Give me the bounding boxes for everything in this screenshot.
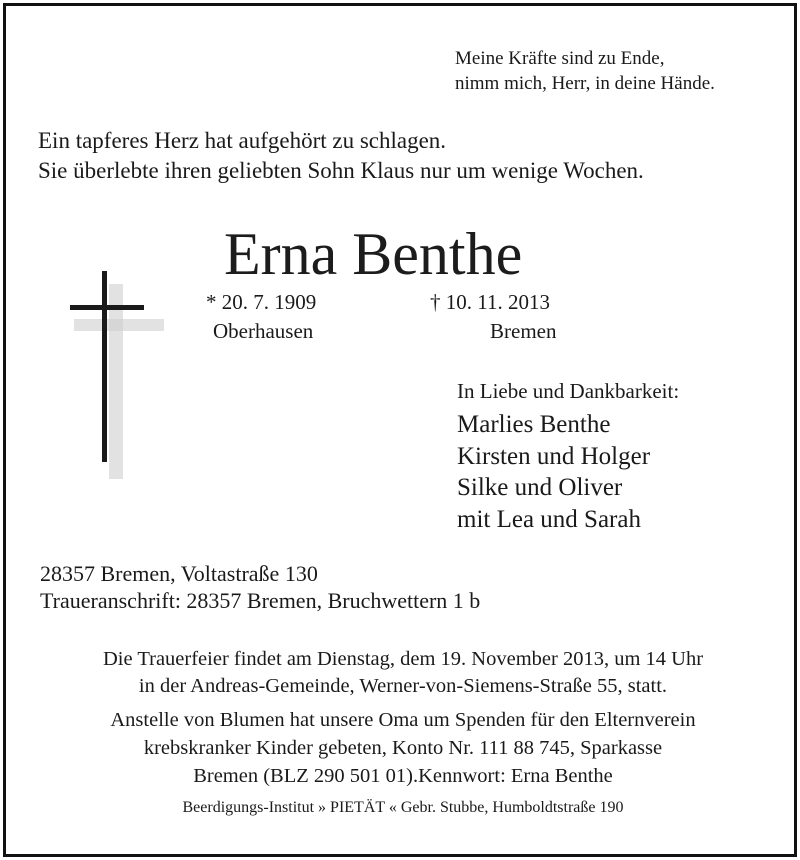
death-place: Bremen <box>490 319 557 343</box>
obituary-notice <box>3 3 797 857</box>
address-line: Traueranschrift: 28357 Bremen, Bruchwettern 1 b <box>40 588 481 613</box>
mourner: mit Lea und Sarah <box>457 505 641 533</box>
cross-icon <box>66 268 176 483</box>
funeral-home-footer: Beerdigungs-Institut » PIETÄT « Gebr. Stubbe, Humboldtstraße 190 <box>182 799 624 816</box>
ceremony-info <box>6 646 800 700</box>
birth-date: * 20. 7. 1909 <box>206 290 317 314</box>
mourner: Kirsten und Holger <box>457 442 651 470</box>
ceremony-line: Die Trauerfeier findet am Dienstag, dem 19. November 2013, um 14 Uhr <box>102 648 704 670</box>
cross-vertical-beam <box>102 271 107 462</box>
intro-text <box>38 126 644 186</box>
ceremony-line: in der Andreas-Gemeinde, Werner-von-Siemens-Straße 55, statt. <box>138 675 668 697</box>
thanks-heading: In Liebe und Dankbarkeit: <box>457 379 680 403</box>
intro-line: Sie überlebte ihren geliebten Sohn Klaus nur um wenige Wochen. <box>38 158 644 183</box>
address-block <box>40 560 480 614</box>
donation-line: krebskranker Kinder gebeten, Konto Nr. 111 88 745, Sparkasse <box>143 737 663 759</box>
mourner: Silke und Oliver <box>457 474 623 501</box>
mourners-list <box>457 409 650 535</box>
address-line: 28357 Bremen, Voltastraße 130 <box>40 561 318 586</box>
deceased-name: Erna Benthe <box>224 221 523 287</box>
cross-shadow-vertical <box>109 284 123 479</box>
intro-line: Ein tapferes Herz hat aufgehört zu schlagen. <box>38 128 447 153</box>
death-date: † 10. 11. 2013 <box>430 290 550 314</box>
cross-horizontal-beam <box>70 305 144 310</box>
cross-shadow-horizontal <box>74 319 164 331</box>
motto-verse <box>455 46 715 96</box>
donation-line: Bremen (BLZ 290 501 01).Kennwort: Erna Benthe <box>193 765 613 787</box>
donation-info <box>6 706 800 790</box>
motto-line: nimm mich, Herr, in deine Hände. <box>455 73 715 94</box>
mourner: Marlies Benthe <box>457 411 611 438</box>
motto-line: Meine Kräfte sind zu Ende, <box>455 48 665 69</box>
birth-place: Oberhausen <box>213 319 314 343</box>
donation-line: Anstelle von Blumen hat unsere Oma um Spenden für den Elternverein <box>110 709 696 731</box>
